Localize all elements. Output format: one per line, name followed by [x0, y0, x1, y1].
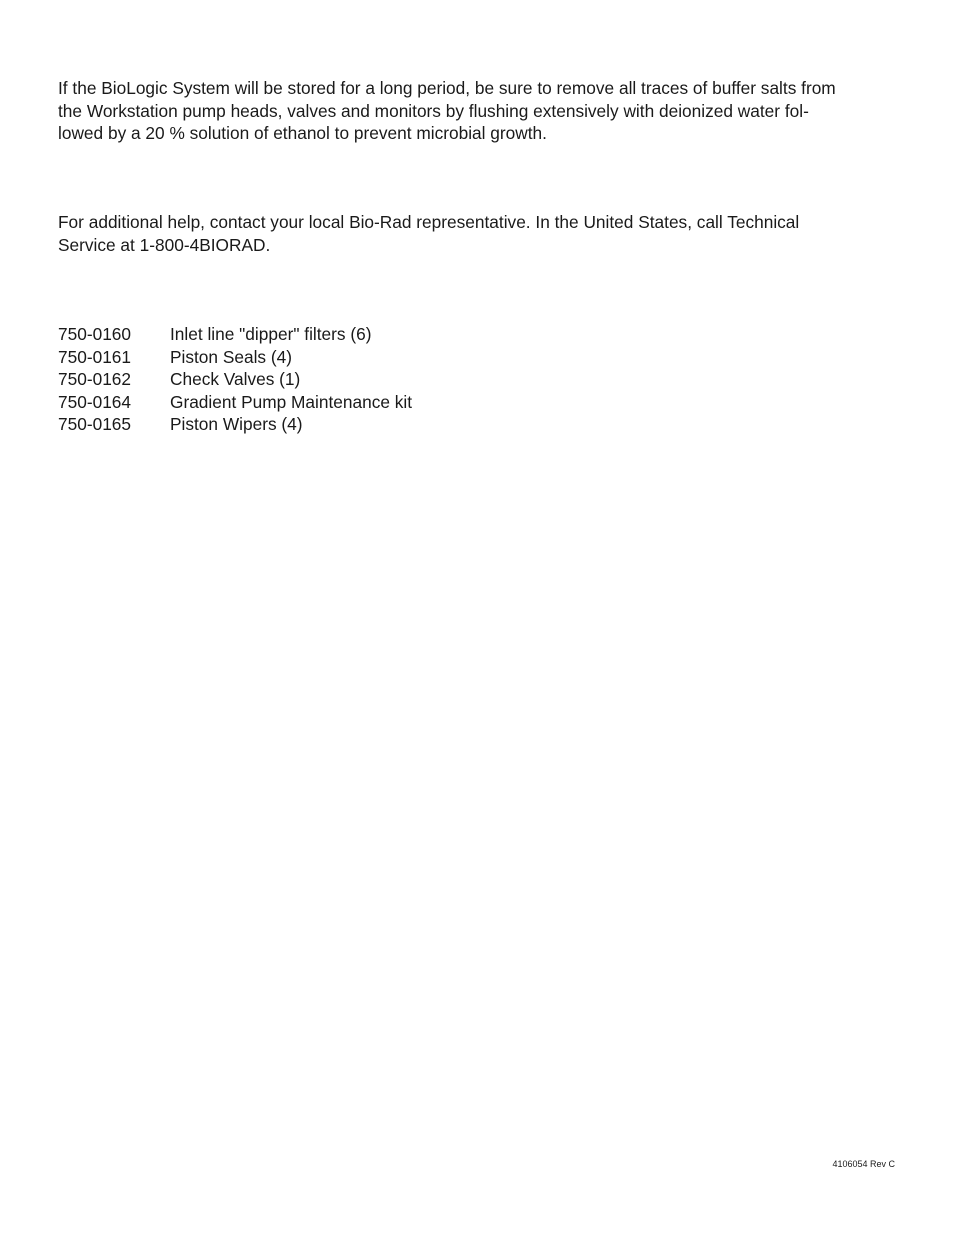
technical-help-paragraph: For additional help, contact your local Bio-Rad representative. In the United States, call Technical Service at 1-800-4BIORAD.: [58, 212, 800, 255]
storage-instructions-paragraph: If the BioLogic System will be stored for a long period, be sure to remove all traces of buffer salts from the Workstation pump heads, valves and monitors by flushing extensively with deionized water fol- lowed by a 20 % solution of ethanol to prevent microbial growth.: [58, 78, 836, 143]
part-number: 750-0165: [58, 414, 132, 435]
part-number: 750-0162: [58, 369, 132, 390]
list-item: [58, 391, 412, 414]
part-description: Piston Wipers (4): [170, 414, 303, 435]
list-item: [58, 346, 412, 369]
part-number: 750-0161: [58, 346, 132, 367]
part-description: Piston Seals (4): [170, 346, 292, 367]
list-item: [58, 323, 412, 346]
list-item: [58, 368, 412, 391]
part-number: 750-0160: [58, 324, 132, 344]
part-description: Inlet line "dipper" filters (6): [170, 324, 372, 344]
list-item: [58, 413, 412, 436]
part-number: 750-0164: [58, 391, 132, 412]
part-description: Check Valves (1): [170, 369, 301, 390]
spare-parts-list: [58, 323, 412, 436]
document-revision-code: 4106054 Rev C: [832, 1159, 895, 1169]
part-description: Gradient Pump Maintenance kit: [170, 391, 413, 412]
